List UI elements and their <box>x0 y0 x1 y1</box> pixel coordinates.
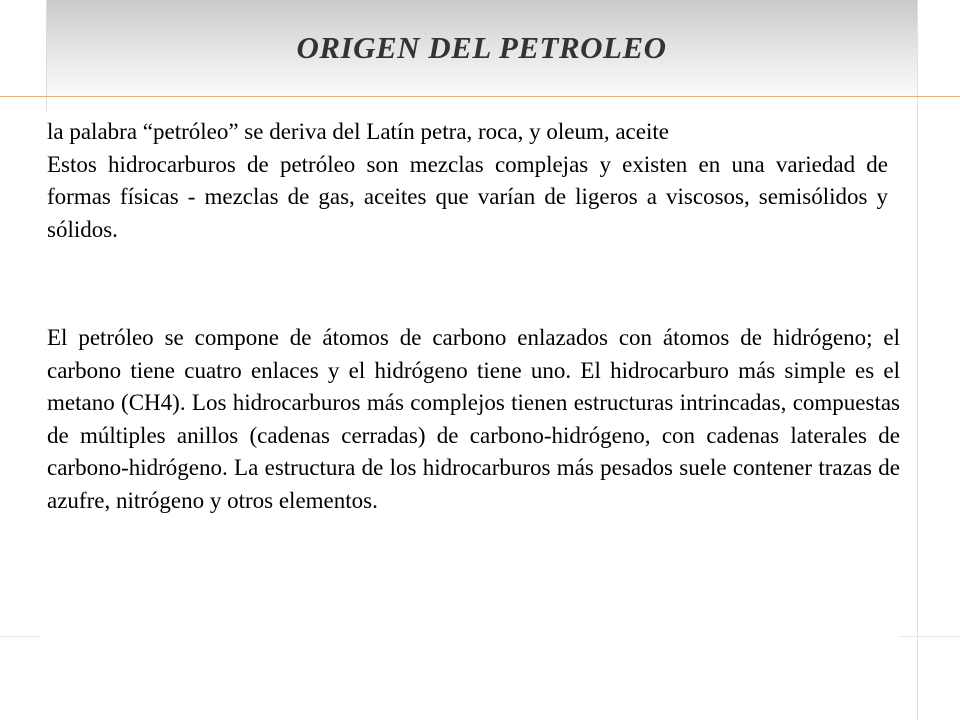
paragraph-etymology-text: la palabra “petróleo” se deriva del Latín petra, roca, y oleum, aceite Estos hidrocarburos de petróleo son mezclas complejas y existen en una variedad de formas físicas - mezclas de gas, aceites que varían de ligeros a viscosos, semisólidos y sólidos. <box>47 119 888 242</box>
paragraph-composition <box>47 322 900 517</box>
paragraph-composition-text: El petróleo se compone de átomos de carbono enlazados con átomos de hidrógeno; el carbono tiene cuatro enlaces y el hidrógeno tiene uno. El hidrocarburo más simple es el metano (CH4). Los hidrocarburos más complejos tienen estructuras intrincadas, compuestas de múltiples anillos (cadenas cerradas) de carbono-hidrógeno, con cadenas laterales de carbono-hidrógeno. La estructura de los hidrocarburos más pesados suele contener trazas de azufre, nitrógeno y otros elementos. <box>47 325 900 513</box>
slide-title: ORIGEN DEL PETROLEO <box>296 30 667 65</box>
accent-rule <box>0 96 960 97</box>
paragraph-etymology <box>47 116 888 246</box>
right-guide-line <box>917 0 918 720</box>
